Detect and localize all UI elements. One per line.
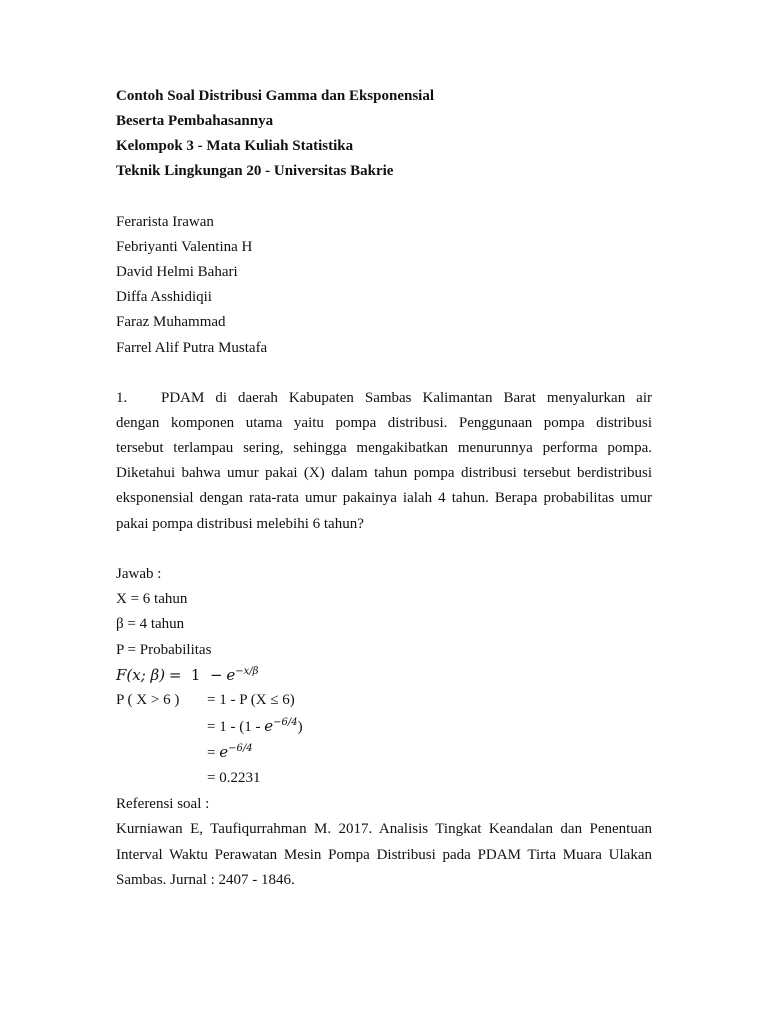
step-base: e (264, 717, 274, 735)
reference-line: Sambas. Jurnal : 2407 - 1846. (116, 872, 295, 888)
member-name: Ferarista Irawan (116, 214, 214, 230)
question-text: PDAM di daerah Kabupaten Sambas Kalimantan Barat menyalurkan air (161, 390, 652, 406)
member-name: Diffa Asshidiqii (116, 289, 212, 305)
question-line: eksponensial dengan rata-rata umur pakainya ialah 4 tahun. Berapa probabilitas umur (116, 490, 652, 506)
member-name: David Helmi Bahari (116, 264, 238, 280)
reference-line: Interval Waktu Perawatan Mesin Pompa Distribusi pada PDAM Tirta Muara Ulakan (116, 847, 652, 863)
step-exponent: −6/4 (228, 743, 253, 754)
formula-eq: = 1 − (168, 666, 223, 684)
step-label: P ( X > 6 ) (116, 692, 180, 708)
question-line: pakai pompa distribusi melebihi 6 tahun? (116, 516, 364, 532)
group-course-line: Kelompok 3 - Mata Kuliah Statistika (116, 138, 354, 154)
formula-lhs: F(x; β) (116, 666, 166, 684)
given-x: X = 6 tahun (116, 591, 188, 607)
question-number: 1. (116, 390, 128, 406)
formula-exponent: −x/β (235, 666, 259, 677)
formula-base: e (226, 666, 236, 684)
question-line: dengan komponen utama yaitu pompa distribusi. Penggunaan pompa distribusi (116, 415, 652, 431)
given-beta: β = 4 tahun (116, 616, 185, 632)
question-line (116, 388, 652, 408)
step-prefix: = 1 - (1 - (207, 719, 265, 735)
given-p: P = Probabilitas (116, 642, 212, 658)
solution-result: = 0.2231 (207, 770, 261, 786)
member-name: Febriyanti Valentina H (116, 239, 253, 255)
step-suffix: ) (297, 719, 303, 735)
step-prefix: = (207, 745, 220, 761)
step-exponent: −6/4 (273, 717, 298, 728)
question-line: tersebut terlampau sering, sehingga mengakibatkan menurunnya performa pompa. (116, 440, 652, 456)
reference-label: Referensi soal : (116, 796, 210, 812)
member-name: Farrel Alif Putra Mustafa (116, 340, 268, 356)
solution-step (207, 716, 303, 737)
department-line: Teknik Lingkungan 20 - Universitas Bakrie (116, 163, 394, 179)
document-subtitle: Beserta Pembahasannya (116, 113, 274, 129)
cdf-formula (116, 665, 258, 686)
solution-step (207, 742, 253, 763)
question-line: Diketahui bahwa umur pakai (X) dalam tahun pompa distribusi tersebut berdistribusi (116, 465, 652, 481)
step-expression: = 1 - P (X ≤ 6) (207, 692, 295, 708)
answer-label: Jawab : (116, 566, 162, 582)
member-name: Faraz Muhammad (116, 314, 226, 330)
reference-line: Kurniawan E, Taufiqurrahman M. 2017. Analisis Tingkat Keandalan dan Penentuan (116, 821, 652, 837)
document-title: Contoh Soal Distribusi Gamma dan Eksponensial (116, 88, 435, 104)
step-base: e (219, 743, 229, 761)
solution-step (116, 690, 295, 710)
